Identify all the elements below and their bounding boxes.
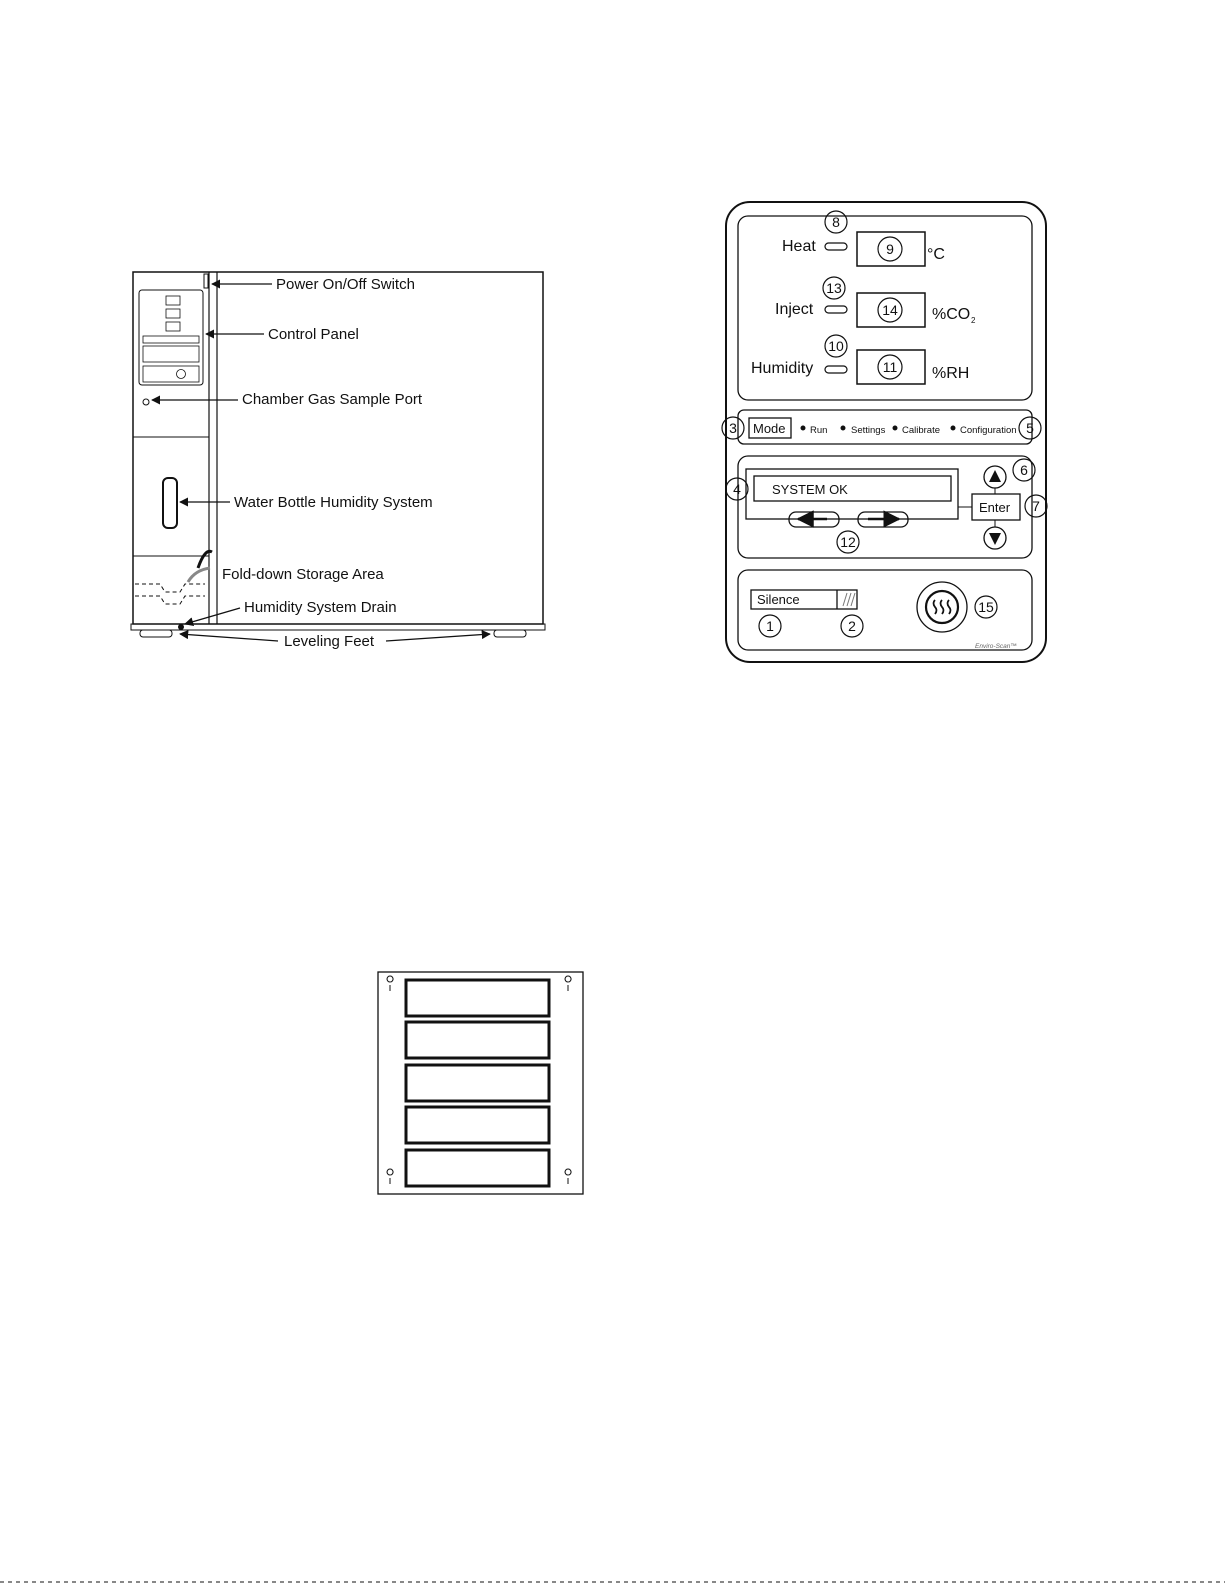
message-text: SYSTEM OK xyxy=(772,482,848,497)
label-power-switch: Power On/Off Switch xyxy=(276,276,415,293)
leveling-foot-right xyxy=(494,630,526,637)
callout-num-6: 6 xyxy=(1020,462,1028,478)
humidity-label: Humidity xyxy=(751,360,814,377)
callout-num-15: 15 xyxy=(978,599,994,615)
arrow-feet-left xyxy=(180,634,278,641)
rack-frame xyxy=(378,972,583,1194)
mini-heat-display xyxy=(166,296,180,305)
mini-logo xyxy=(177,370,186,379)
leveling-foot-left xyxy=(140,630,172,637)
enter-label: Enter xyxy=(979,500,1011,515)
heat-label: Heat xyxy=(782,238,816,255)
mode-button-label: Mode xyxy=(753,421,786,436)
callout-num-11: 11 xyxy=(882,359,898,375)
callout-num-14: 14 xyxy=(882,302,898,318)
silence-label: Silence xyxy=(757,592,800,607)
mount-hole-icon xyxy=(387,1169,393,1184)
base-plate xyxy=(131,624,545,630)
inject-led xyxy=(825,306,847,313)
gas-sample-port[interactable] xyxy=(143,399,149,405)
co2-unit-subscript: 2 xyxy=(971,316,976,325)
arrow-feet-right xyxy=(386,634,490,641)
mini-co2-display xyxy=(166,309,180,318)
heat-led xyxy=(825,243,847,250)
callout-num-4: 4 xyxy=(733,481,741,497)
label-slot-2 xyxy=(406,1022,549,1058)
label-drain: Humidity System Drain xyxy=(244,599,397,616)
brand-mark: Enviro-Scan™ xyxy=(975,643,1017,650)
calibrate-bullet xyxy=(893,426,897,430)
up-arrow-icon xyxy=(989,470,1001,482)
callout-num-7: 7 xyxy=(1032,498,1040,514)
callout-num-8: 8 xyxy=(832,214,840,230)
fold-arrow-gray xyxy=(188,568,210,582)
callout-num-12: 12 xyxy=(840,534,856,550)
mode-option-settings: Settings xyxy=(851,425,886,436)
callout-num-1: 1 xyxy=(766,618,774,634)
label-slot-1 xyxy=(406,980,549,1016)
mount-hole-icon xyxy=(387,976,393,991)
label-slot-3 xyxy=(406,1065,549,1101)
label-storage: Fold-down Storage Area xyxy=(222,566,384,583)
label-rack xyxy=(378,972,583,1194)
label-water-bottle: Water Bottle Humidity System xyxy=(234,494,433,511)
label-feet: Leveling Feet xyxy=(284,633,375,650)
label-gas-port: Chamber Gas Sample Port xyxy=(242,391,423,408)
settings-bullet xyxy=(841,426,845,430)
alarm-indicator xyxy=(843,593,855,606)
mini-rh-display xyxy=(166,322,180,331)
label-slot-4 xyxy=(406,1107,549,1143)
callout-num-13: 13 xyxy=(826,280,842,296)
callout-num-10: 10 xyxy=(828,338,844,354)
co2-unit: %CO xyxy=(932,306,971,323)
storage-outline xyxy=(135,584,205,592)
run-bullet xyxy=(801,426,805,430)
mode-option-configuration: Configuration xyxy=(960,425,1017,436)
label-control-panel: Control Panel xyxy=(268,326,359,343)
fold-arrow-black xyxy=(198,551,212,568)
callout-num-9: 9 xyxy=(886,241,894,257)
mini-silence-box xyxy=(143,366,199,382)
power-switch[interactable] xyxy=(204,274,208,288)
water-bottle-window xyxy=(163,478,177,528)
arrow-drain xyxy=(185,608,240,624)
mount-hole-icon xyxy=(565,1169,571,1184)
humidity-led xyxy=(825,366,847,373)
mode-option-calibrate: Calibrate xyxy=(902,425,941,436)
down-arrow-icon xyxy=(989,533,1001,545)
callout-num-2: 2 xyxy=(848,618,856,634)
configuration-bullet xyxy=(951,426,955,430)
mini-message-box xyxy=(143,346,199,362)
rh-unit: %RH xyxy=(932,365,970,382)
mini-control-panel xyxy=(139,290,203,385)
callout-num-5: 5 xyxy=(1026,420,1034,436)
callout-num-3: 3 xyxy=(729,420,737,436)
mode-option-run: Run xyxy=(810,425,828,436)
mini-mode-bar xyxy=(143,336,199,343)
heat-waves-icon xyxy=(934,600,951,614)
heat-unit: °C xyxy=(927,246,945,263)
label-slot-5 xyxy=(406,1150,549,1186)
callout-labels xyxy=(222,276,433,650)
mount-hole-icon xyxy=(565,976,571,991)
inject-label: Inject xyxy=(775,301,814,318)
storage-outline-lower xyxy=(135,596,205,604)
drain-port xyxy=(179,625,184,630)
